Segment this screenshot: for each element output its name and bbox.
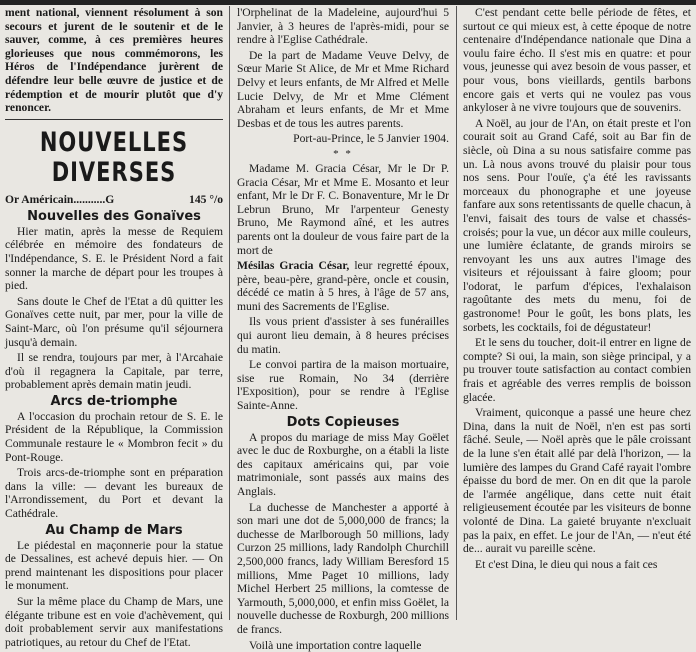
champ-heading: Au Champ de Mars [45,522,183,538]
gonaives-paragraph-3: Il se rendra, toujours par mer, à l'Arcahaie d'où il regagnera la Capitale, par terre, probablement après demain matin jeudi. [5,351,223,392]
gold-price-line [5,193,223,207]
dots-paragraph-1: A propos du mariage de miss May Goëlet avec le duc de Roxburghe, on a établi la liste des capitaux américains qui, par voie matrimoniale, sont passés aux mains des Anglais. [237,430,449,498]
cesar-paragraph-4: Le convoi partira de la maison mortuaire, sise rue Romain, No 34 (derrière l'Exposition), pour se rendre à l'Eglise Sainte-Anne. [237,358,449,413]
dots-paragraph-3: Voilà une importation contre laquelle [249,638,422,652]
dateline: Port-au-Prince, le 5 Janvier 1904. [293,132,449,146]
top-border [0,0,696,5]
gold-price-value: 145 °/o [189,192,223,206]
dina-paragraph-3: Et le sens du toucher, doit-il entrer en ligne de compte? Si oui, la main, son siège principal, y a pu trouver toute satisfaction au contact combien frais et agréable des verres remplis de boisson glacée. [463,336,691,404]
cesar-paragraph-1: Madame M. Gracia César, Mr le Dr P. Gracia César, Mr et Mme E. Mosanto et leur enfant, Mr le Dr F. C. Bonaventure, Mr le Dr Lebrun Bruno, Mr l'arpenteur Genesty Bruno, Me Raymond aîné, et les autres parents ont la douleur de vous faire part de la mort de [237,161,449,257]
column-right [460,6,694,620]
cesar-paragraph-2 [237,259,449,313]
dina-paragraph-1: C'est pendant cette belle période de fêtes, et surtout ce qui mieux est, à cette époque de notre centenaire d'Indépendance nationale que Dina a voulu faire écho. Il s'est mis en quatre: et pour vous, jeunesse qui avez besoin de vous passer, et pour vous, bons vieillards, gentils barbons encore gais et verts qui ne voulez pas vous ankyloser à ne vivre toujours que de souvenirs. [463,6,691,115]
cesar-paragraph-3: Ils vous prient d'assister à ses funérailles qui auront lieu demain, à 8 heures précises du matin. [237,315,449,356]
champ-paragraph-2: Sur la même place du Champ de Mars, une élégante tribune est en voie d'achèvement, qui doit probablement servir aux manifestations patriotiques, au retour du Chef de l'Etat. [5,595,223,649]
delvy-paragraph: De la part de Madame Veuve Delvy, de Sœur Marie St Alice, de Mr et Mme Richard Delvy et leurs enfants, de Mr Alfred et Melle Lucie Delvy, de Mr et Mme Clément Abraham et leurs enfants, de Mr et Mme Desbas et de tous les autres parents. [237,48,449,130]
gonaives-heading: Nouvelles des Gonaïves [27,208,201,224]
separator-asterisks: * * [333,147,353,160]
gonaives-paragraph-2: Sans doute le Chef de l'Etat a dû quitter les Gonaïves cette nuit, par mer, pour la ville de Saint-Marc, où l'on présume qu'il séjournera jusqu'à demain. [5,294,223,349]
champ-paragraph-1: Le piédestal en maçonnerie pour la statue de Dessalines, est achevé depuis hier. — On prend maintenant les dispositions pour placer le monument. [5,538,223,593]
intro-paragraph: ment national, viennent résolument à son secours et jurent de le soutenir et de le sauver, comme, à ces premières heures glorieuses que nous commémorons, les Héros de l'Indépendance jurèrent de défendre leur belle œuvre de justice et de rédemption et de mourir plutôt que d'y renoncer. [5,6,223,115]
column-rule-left [229,6,230,620]
gonaives-paragraph-1: Hier matin, après la messe de Requiem célébrée en mémoire des fondateurs de l'Indépendance, S. E. le Président Nord a fait sonner la marche de départ pour les troupes à pied. [5,224,223,293]
divider [5,119,223,120]
column-middle [234,6,452,652]
column-rule-right [456,6,457,620]
dots-heading: Dots Copieuses [286,414,400,430]
dina-paragraph-2: A Noël, au jour de l'An, on était preste et l'on courait soit au Grand Café, soit au Bar fin de siècle, où Dina a su nous satisfaire comme pas un. Là nous avons trouvé du plaisir pour tous nos sens. Pour l'ouïe, ç'a été les ravissants morceaux du phonographe et une joyeuse fanfare aux sons retentissants de quelle chacun, à l'envi, faisait des tours de valse et chassés-croisés; pour la vue, un décor aux mille couleurs, une lumière éclatante, de grands miroirs se renvoyant les uns aux autres l'image des visiteurs et réjouissant à faire gloom; pour l'odorat, le parfum d'épices, l'exhalaison ragoûtante des mets du menu, foi de gastronome! Pour le goût, les bons plats, les sorbets, les cocktails, foi de dégustateur! [463,116,691,334]
column-left [2,6,226,649]
gold-price-label: Or Américain...........G [5,192,115,206]
deceased-name: Mésilas Gracia César, [237,259,350,273]
arcs-paragraph-2: Trois arcs-de-triomphe sont en préparation dans la ville: — devant les bureaux de l'Arrondissement, du Port et devant la Cathédrale. [5,466,223,521]
arcs-heading: Arcs de-triomphe [50,393,178,409]
section-masthead: NOUVELLES DIVERSES [39,126,189,187]
arcs-paragraph-1: A l'occasion du prochain retour de S. E. le Président de la République, la Commission Communale restaure le « Mombron fecit » du Pont-Rouge. [5,409,223,464]
dots-paragraph-2: La duchesse de Manchester a apporté à son mari une dot de 5,000,000 de francs; la duchesse de Marlborough 50 millions, lady Curzon 25 millions, lady Randolph Churchill 2,500,000 francs, lady William Beresford 15 millions, Mme Paget 10 millions, lady Michel Herbert 25 millions, la comtesse de Yarmouth, 5,000,000, et enfin miss Goëlet, la nouvelle duchesse de Roxburgh, 200 millions de francs. [237,500,449,636]
cesar-paragraph-2-text: leur regretté époux, père, beau-père, grand-père, oncle et cousin, décédé ce matin à 5 hres, à l'âge de 57 ans, muni des Sacrements de l'Eglise. [237,259,449,313]
dina-paragraph-5: Et c'est Dina, le dieu qui nous a fait ces [475,557,658,571]
dina-paragraph-4: Vraiment, quiconque a passé une heure chez Dina, dans la nuit de Noël, n'en est pas sorti fâché. Seule, — Noël après que le pâle croissant de la lune s'en était allé par delà l'horizon, — la lumière des lampes du Grand Café rayait l'ombre épaisse du bord de mer. On en dit que la parole de l'armée angélique, dans cette nuit était religieusement écoutée par les visiteurs de bonne volonté de Dina. La gaieté bruyante n'excluait pas la paix, en effet. Le jour de l'An, — n'eut été de... aurait vu pareille scène. [463,406,691,556]
orphelinat-paragraph: l'Orphelinat de la Madeleine, aujourd'hui 5 Janvier, à 3 heures de l'après-midi, pour se rendre à l'Eglise Cathédrale. [237,6,449,47]
